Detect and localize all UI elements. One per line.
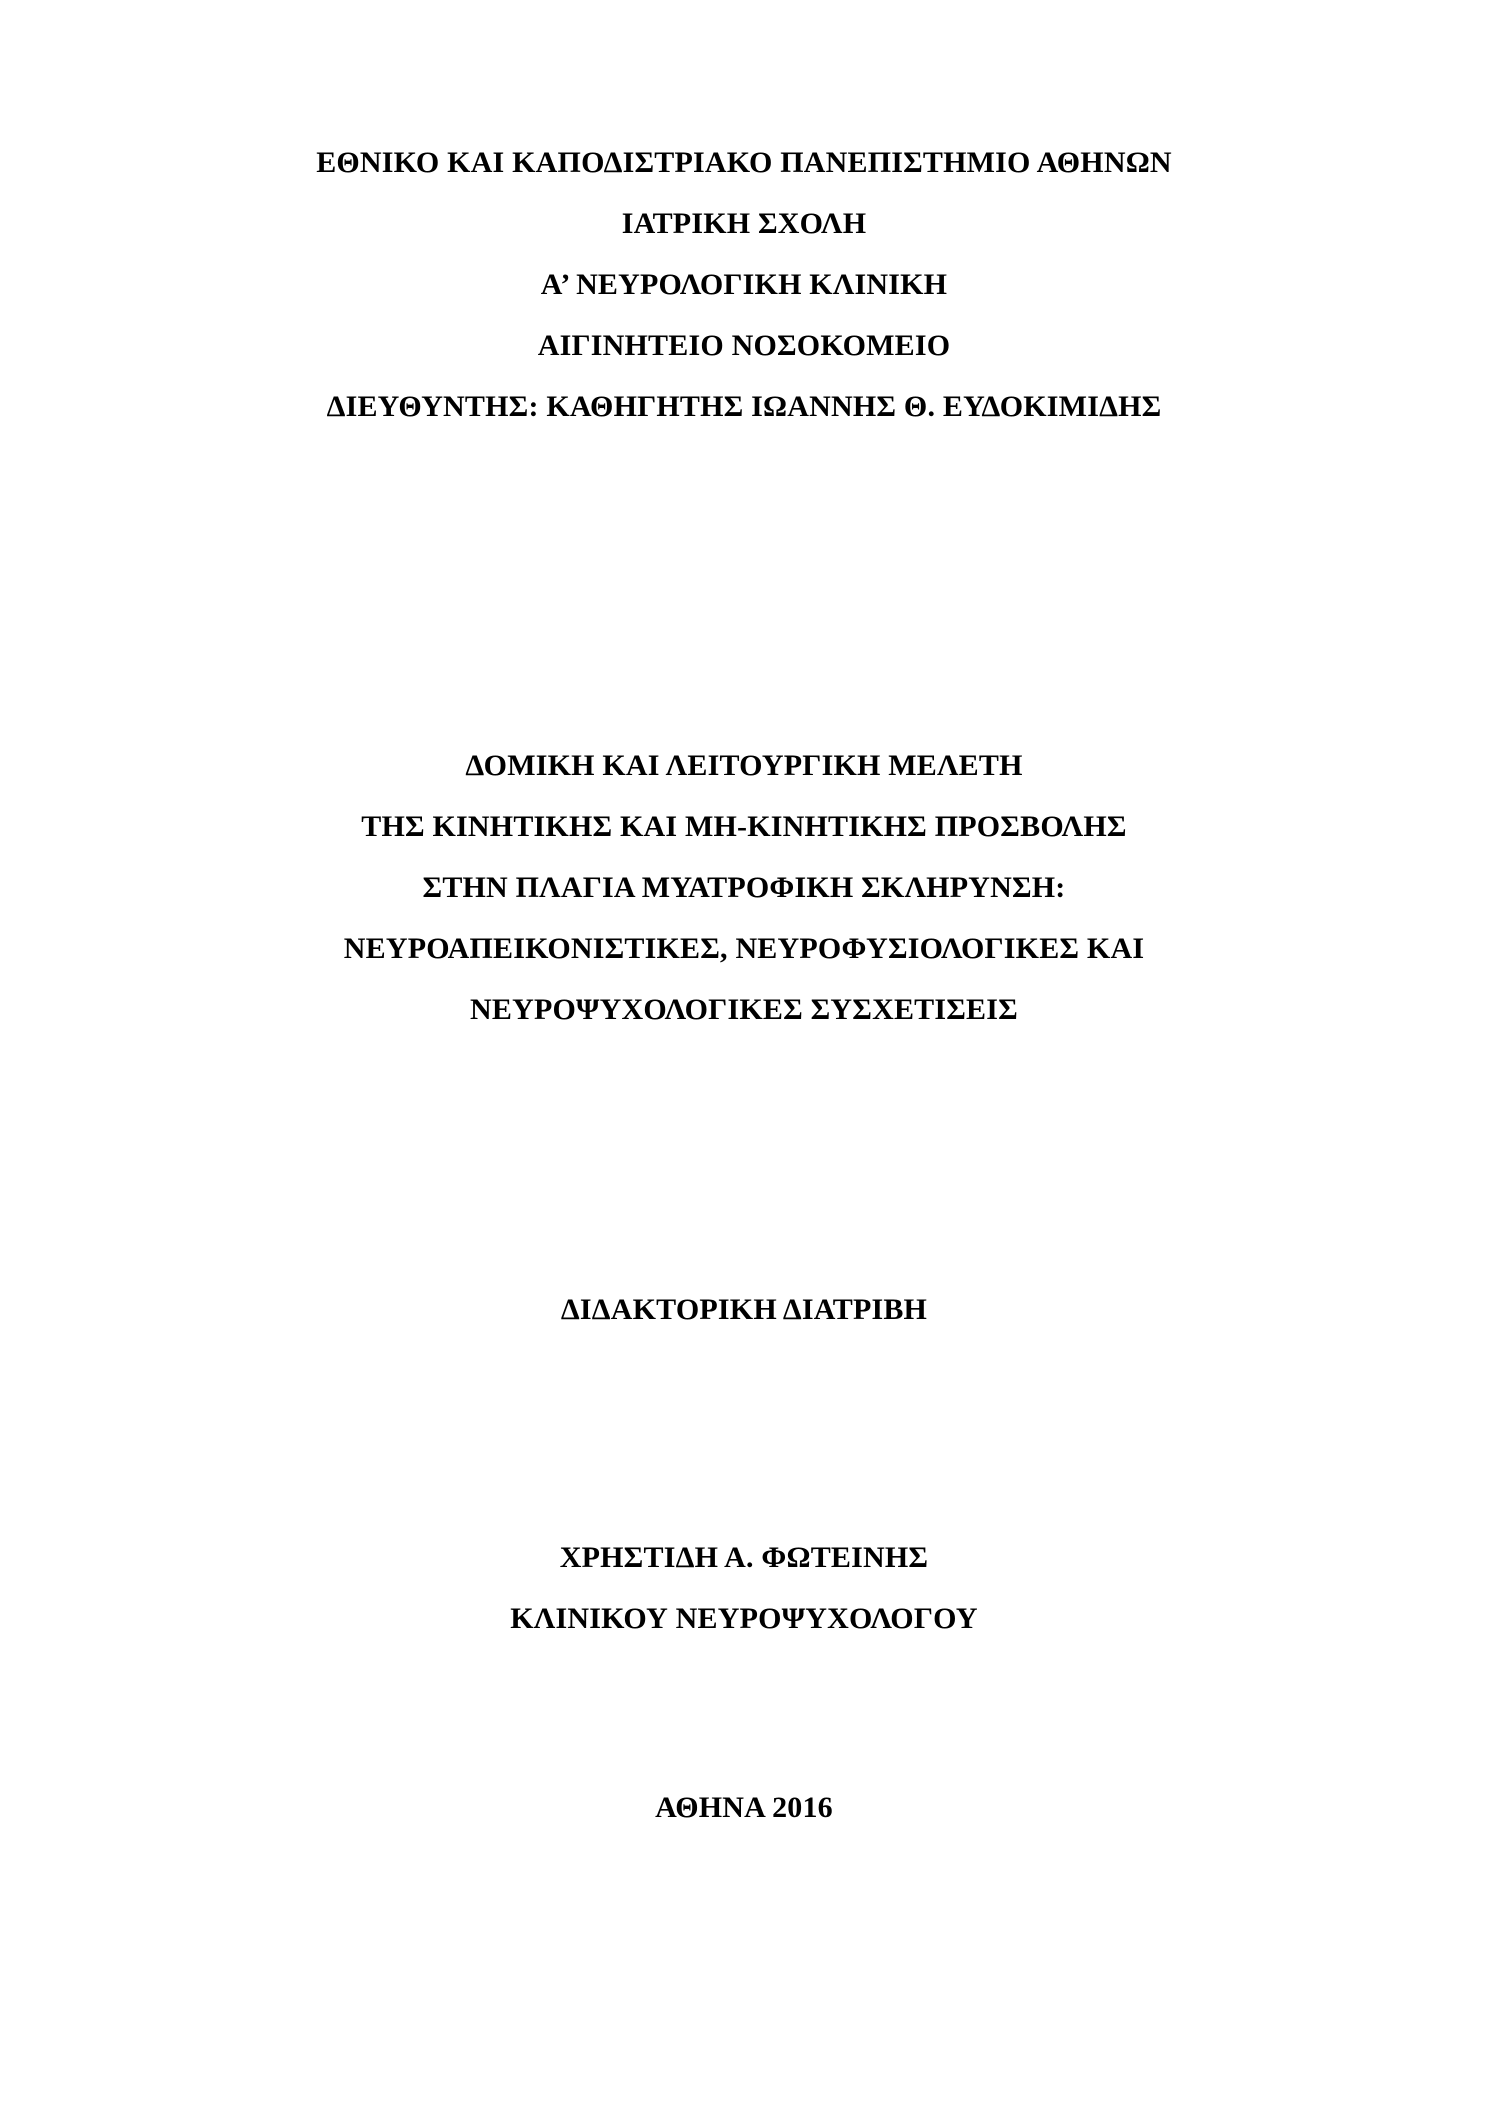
school-name: ΙΑΤΡΙΚΗ ΣΧΟΛΗ <box>621 207 867 240</box>
thesis-title-line: ΝΕΥΡΟΨΥΧΟΛΟΓΙΚΕΣ ΣΥΣΧΕΤΙΣΕΙΣ <box>470 993 1018 1026</box>
university-name: ΕΘΝΙΚΟ ΚΑΙ ΚΑΠΟΔΙΣΤΡΙΑΚΟ ΠΑΝΕΠΙΣΤΗΜΙΟ ΑΘΗΝΩΝ <box>316 146 1172 179</box>
document-type: ΔΙΔΑΚΤΟΡΙΚΗ ΔΙΑΤΡΙΒΗ <box>560 1293 928 1326</box>
thesis-title-line: ΤΗΣ ΚΙΝΗΤΙΚΗΣ ΚΑΙ ΜΗ-ΚΙΝΗΤΙΚΗΣ ΠΡΟΣΒΟΛΗΣ <box>361 810 1127 843</box>
thesis-title-line: ΣΤΗΝ ΠΛΑΓΙΑ ΜΥΑΤΡΟΦΙΚΗ ΣΚΛΗΡΥΝΣΗ: <box>422 871 1066 904</box>
director-line: ΔΙΕΥΘΥΝΤΗΣ: ΚΑΘΗΓΗΤΗΣ ΙΩΑΝΝΗΣ Θ. ΕΥΔΟΚΙΜΙΔΗΣ <box>326 390 1162 423</box>
thesis-title-line: ΔΟΜΙΚΗ ΚΑΙ ΛΕΙΤΟΥΡΓΙΚΗ ΜΕΛΕΤΗ <box>465 749 1023 782</box>
author-name: ΧΡΗΣΤΙΔΗ Α. ΦΩΤΕΙΝΗΣ <box>559 1541 929 1574</box>
thesis-title-line: ΝΕΥΡΟΑΠΕΙΚΟΝΙΣΤΙΚΕΣ, ΝΕΥΡΟΦΥΣΙΟΛΟΓΙΚΕΣ ΚΑΙ <box>343 932 1145 965</box>
place-year: ΑΘΗΝΑ 2016 <box>655 1791 833 1824</box>
author-role: ΚΛΙΝΙΚΟΥ ΝΕΥΡΟΨΥΧΟΛΟΓΟΥ <box>510 1602 978 1635</box>
hospital-name: ΑΙΓΙΝΗΤΕΙΟ ΝΟΣΟΚΟΜΕΙΟ <box>537 329 951 362</box>
clinic-name: Α’ ΝΕΥΡΟΛΟΓΙΚΗ ΚΛΙΝΙΚΗ <box>540 268 948 301</box>
